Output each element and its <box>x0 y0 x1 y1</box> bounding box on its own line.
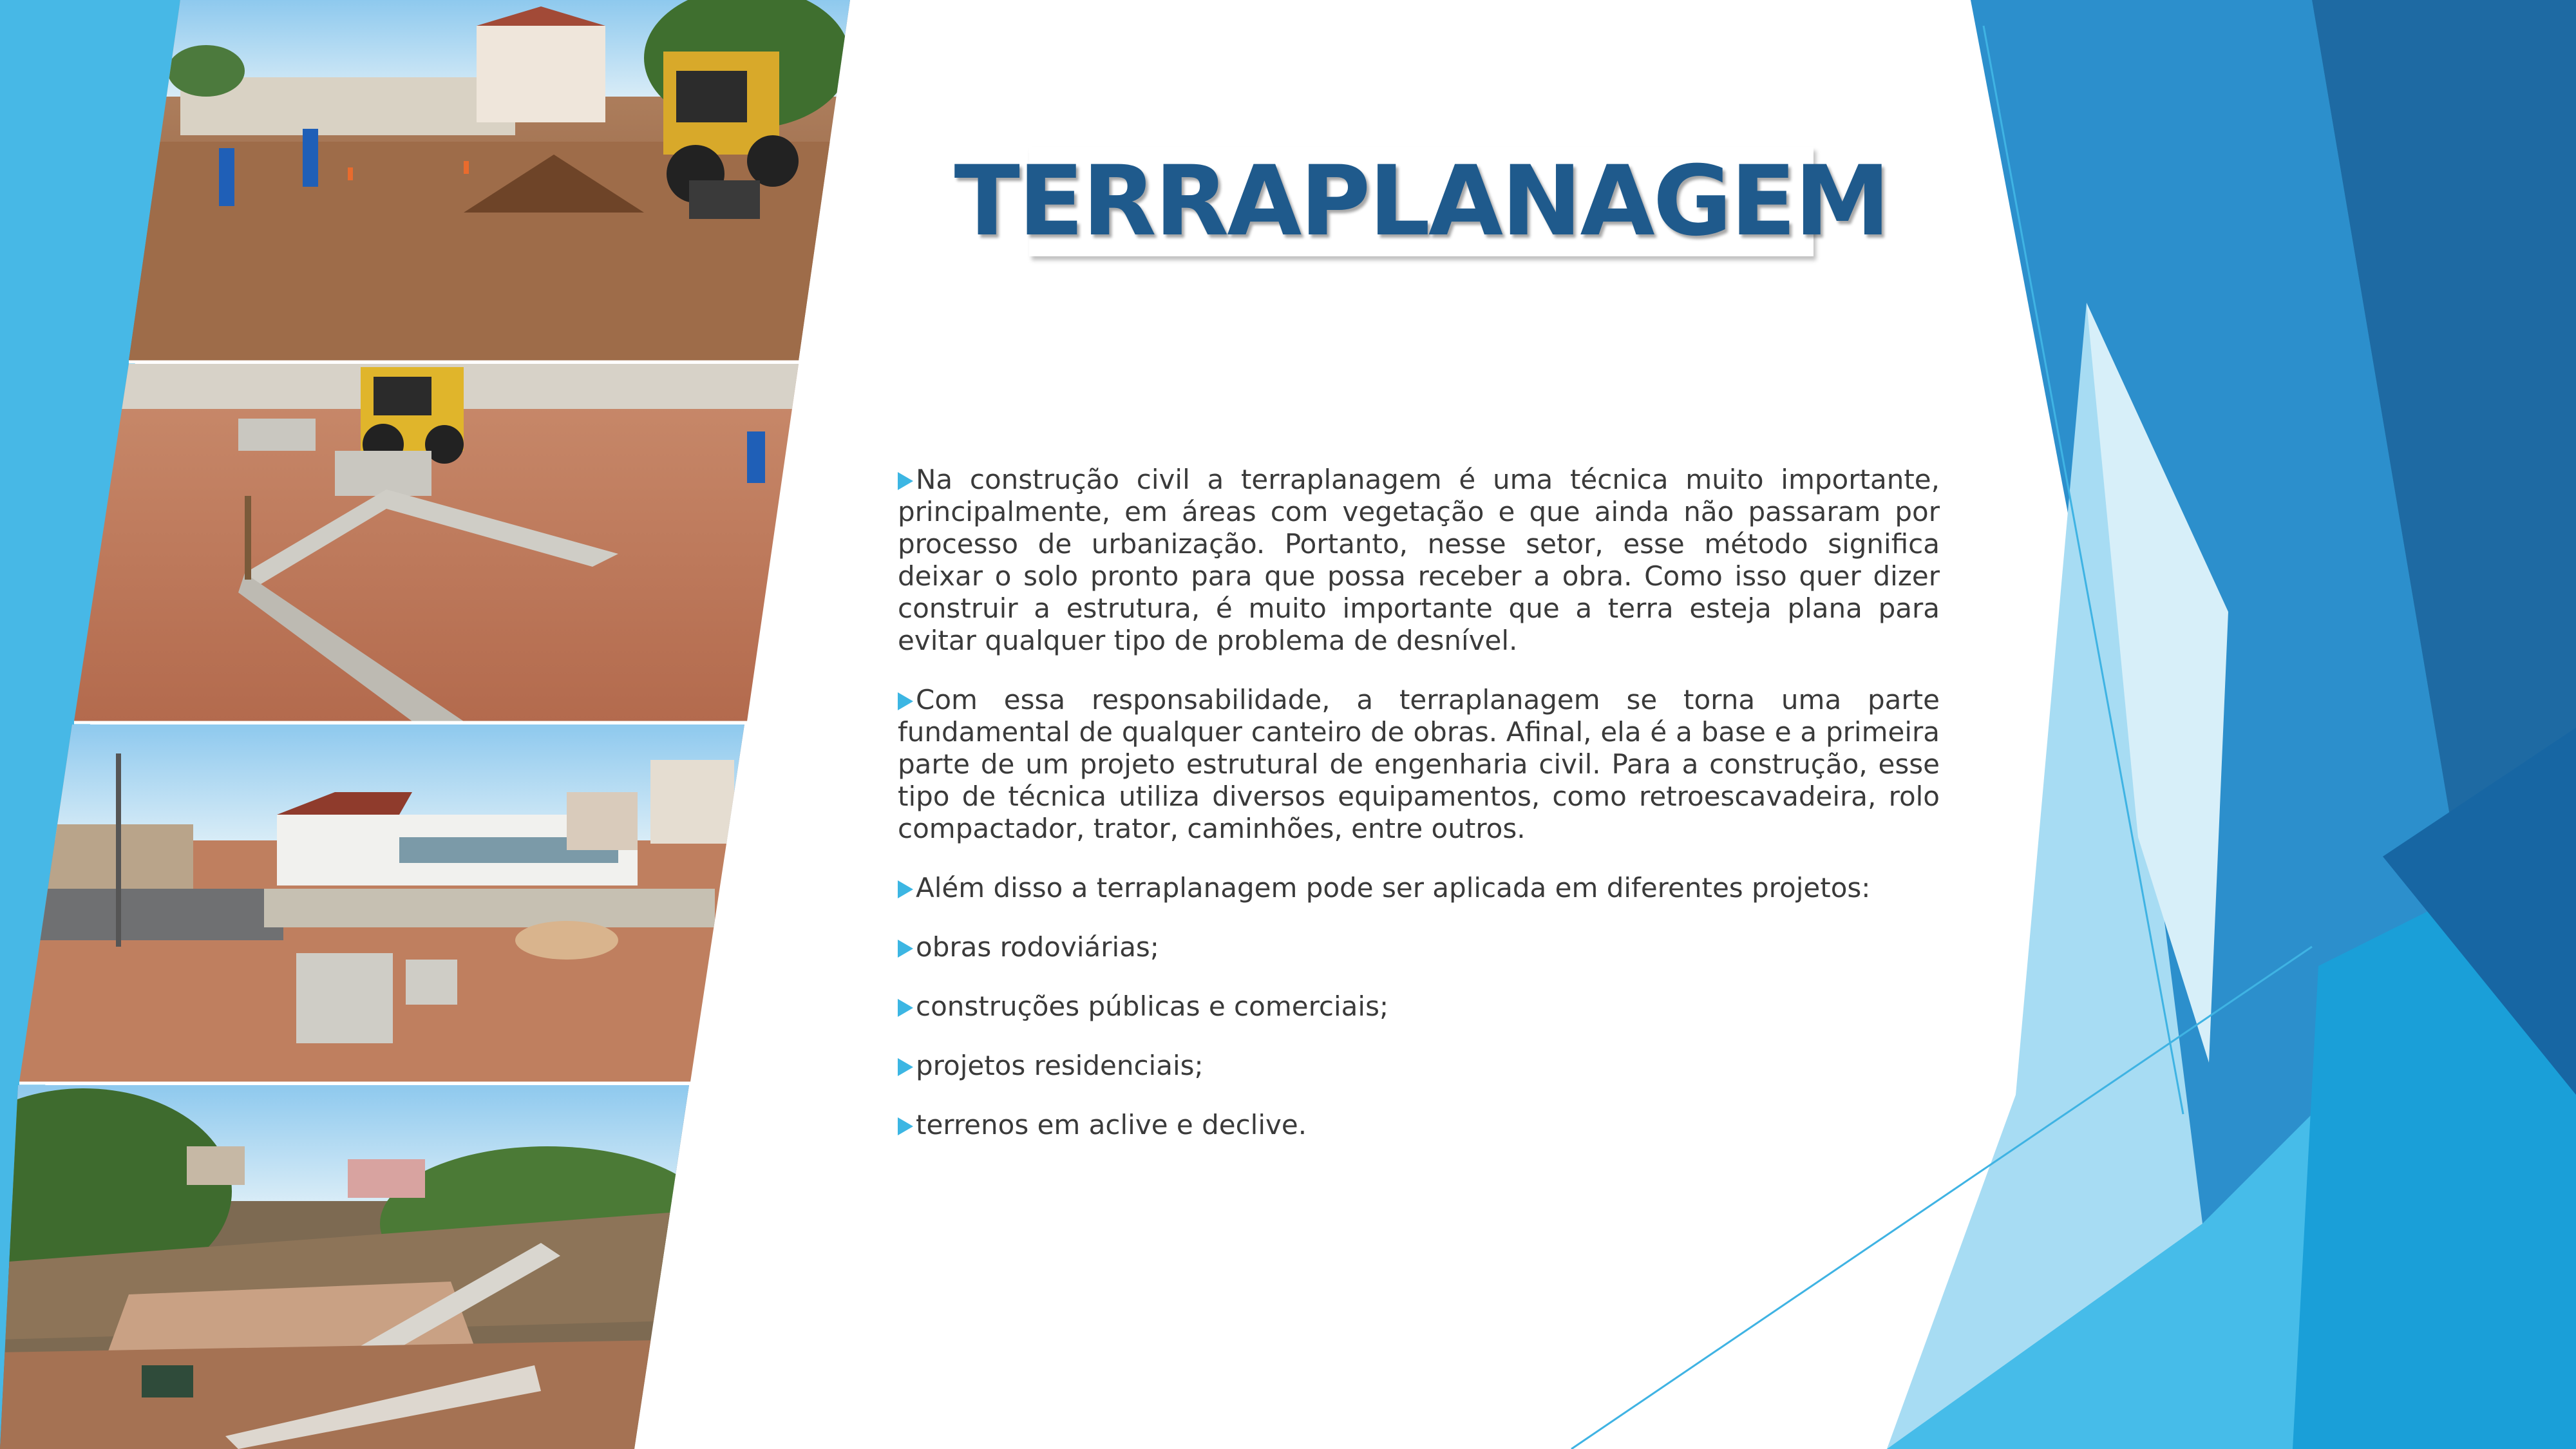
construction-photo-block-walls <box>64 364 811 724</box>
slide-content <box>898 464 1940 1168</box>
triangle-bullet-icon <box>898 472 913 490</box>
triangle-bullet-icon <box>898 940 913 958</box>
triangle-bullet-icon <box>898 692 913 710</box>
list-item-text: terrenos em aclive e declive. <box>916 1109 1307 1141</box>
list-item-text: obras rodoviárias; <box>916 931 1159 963</box>
paragraph-text: Na construção civil a terraplanagem é uma técnica muito importante, principalmente, em áreas com vegetação e que ainda não passaram por processo de urbanização. Portanto, nesse setor, esse método significa deixar o solo pronto para que possa receber a obra. Como isso quer dizer construir a estrutura, é muito importante que a terra esteja plana para evitar qualquer tipo de problema de desnível. <box>898 464 1940 656</box>
triangle-bullet-icon <box>898 1117 913 1135</box>
paragraph-3 <box>898 872 1940 904</box>
paragraph-2 <box>898 684 1940 845</box>
list-item <box>898 1109 1940 1141</box>
list-item <box>898 990 1940 1023</box>
list-item <box>898 931 1940 963</box>
paragraph-1 <box>898 464 1940 657</box>
photo-collage <box>0 0 850 1449</box>
construction-photo-street-site <box>13 724 747 1085</box>
construction-photo-hillside <box>0 1085 715 1449</box>
slide-title: TERRAPLANAGEM <box>954 146 1889 258</box>
construction-photo-excavation <box>122 0 850 361</box>
paragraph-text: Com essa responsabilidade, a terraplanagem se torna uma parte fundamental de qualquer canteiro de obras. Afinal, ela é a base e a primeira parte de um projeto estrutural de engenharia civil. Para a construção, esse tipo de técnica utiliza diversos equipamentos, como retroescavadeira, rolo compactador, trator, caminhões, entre outros. <box>898 684 1940 844</box>
list-item-text: construções públicas e comerciais; <box>916 990 1389 1022</box>
triangle-bullet-icon <box>898 880 913 898</box>
paragraph-text: Além disso a terraplanagem pode ser aplicada em diferentes projetos: <box>916 872 1871 904</box>
list-item-text: projetos residenciais; <box>916 1050 1204 1081</box>
triangle-bullet-icon <box>898 1058 913 1076</box>
title-box <box>954 146 1889 258</box>
list-item <box>898 1050 1940 1082</box>
triangle-bullet-icon <box>898 999 913 1017</box>
